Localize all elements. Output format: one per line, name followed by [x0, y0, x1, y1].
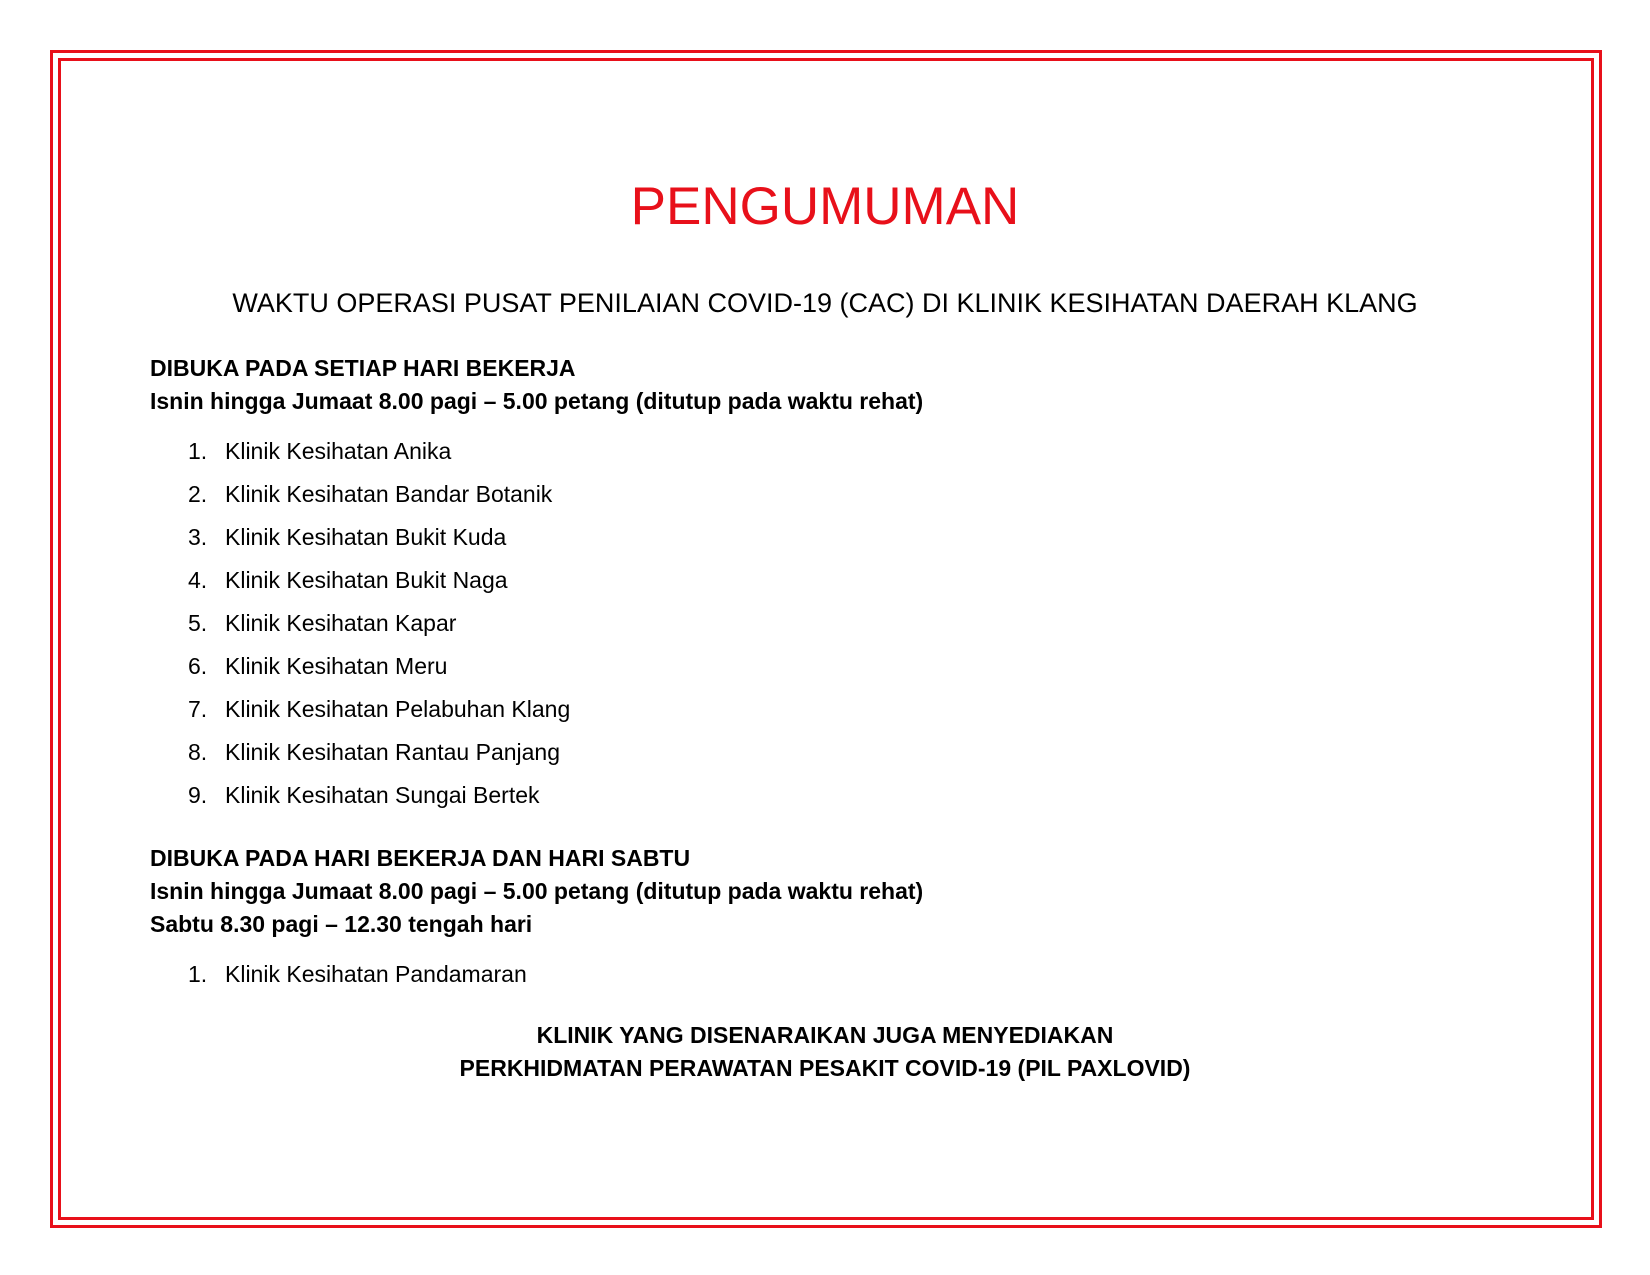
list-item-number: 3.: [188, 524, 208, 550]
page-title: PENGUMUMAN: [630, 177, 1020, 236]
list-item-number: 1.: [188, 961, 208, 987]
list-item-number: 8.: [188, 739, 208, 765]
list-item-label: Klinik Kesihatan Bukit Kuda: [225, 524, 507, 550]
footer-line-2: PERKHIDMATAN PERAWATAN PESAKIT COVID-19 (PIL PAXLOVID): [459, 1055, 1191, 1081]
notice-subtitle: WAKTU OPERASI PUSAT PENILAIAN COVID-19 (CAC) DI KLINIK KESIHATAN DAERAH KLANG: [232, 288, 1418, 318]
footer-line-1: KLINIK YANG DISENARAIKAN JUGA MENYEDIAKAN: [536, 1022, 1114, 1048]
list-item-number: 6.: [188, 653, 208, 679]
list-item-number: 7.: [188, 696, 208, 722]
list-item-label: Klinik Kesihatan Pandamaran: [225, 961, 527, 987]
list-item-label: Klinik Kesihatan Bandar Botanik: [225, 481, 553, 507]
list-item-number: 4.: [188, 567, 208, 593]
list-item: [150, 607, 1450, 650]
footer-note: [0, 1019, 1650, 1085]
list-item-label: Klinik Kesihatan Anika: [225, 438, 452, 464]
list-item-number: 2.: [188, 481, 208, 507]
list-item-label: Klinik Kesihatan Kapar: [225, 610, 457, 636]
list-item: [150, 779, 1450, 822]
list-item-number: 9.: [188, 782, 208, 808]
list-item: [150, 693, 1450, 736]
list-item: [150, 958, 1450, 1001]
section-weekday-heading: DIBUKA PADA SETIAP HARI BEKERJA: [150, 355, 576, 381]
section-weekday-saturday: [150, 842, 1450, 1001]
list-item: [150, 435, 1450, 478]
section-weekday: [150, 352, 1450, 822]
section-saturday-hours-saturday: Sabtu 8.30 pagi – 12.30 tengah hari: [150, 911, 533, 937]
list-item-label: Klinik Kesihatan Bukit Naga: [225, 567, 508, 593]
list-item: [150, 736, 1450, 779]
list-item: [150, 521, 1450, 564]
list-item-label: Klinik Kesihatan Sungai Bertek: [225, 782, 540, 808]
list-item-label: Klinik Kesihatan Pelabuhan Klang: [225, 696, 571, 722]
list-item-number: 1.: [188, 438, 208, 464]
list-item: [150, 478, 1450, 521]
section-saturday-heading: DIBUKA PADA HARI BEKERJA DAN HARI SABTU: [150, 845, 691, 871]
clinic-list-weekday: [150, 435, 1450, 822]
section-saturday-hours-weekday: Isnin hingga Jumaat 8.00 pagi – 5.00 petang (ditutup pada waktu rehat): [150, 878, 924, 904]
clinic-list-saturday: [150, 958, 1450, 1001]
section-weekday-hours: Isnin hingga Jumaat 8.00 pagi – 5.00 petang (ditutup pada waktu rehat): [150, 388, 924, 414]
list-item: [150, 564, 1450, 607]
list-item-label: Klinik Kesihatan Meru: [225, 653, 448, 679]
list-item-number: 5.: [188, 610, 208, 636]
list-item-label: Klinik Kesihatan Rantau Panjang: [225, 739, 561, 765]
list-item: [150, 650, 1450, 693]
